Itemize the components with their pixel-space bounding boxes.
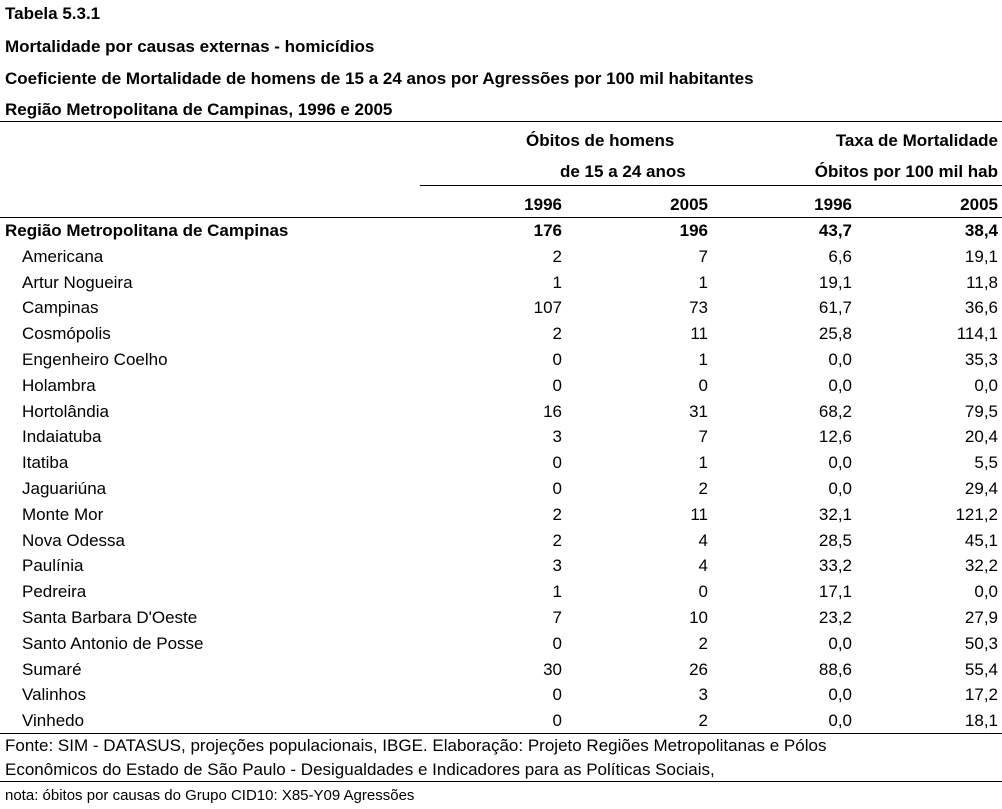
municipality-name: Campinas (22, 298, 99, 317)
rate-1996-cell: 68,2 (818, 402, 852, 421)
deaths-2005-cell: 0 (698, 376, 708, 395)
rate-2005-cell: 20,4 (964, 427, 998, 446)
rate-2005-cell: 0,0 (974, 376, 998, 395)
deaths-1996-cell: 30 (543, 660, 562, 679)
rate-2005-cell: 29,4 (964, 479, 998, 498)
rate-1996-cell: 25,8 (818, 324, 852, 343)
rate-2005-cell: 121,2 (955, 505, 998, 524)
deaths-1996-cell: 3 (552, 556, 562, 575)
municipality-name: Cosmópolis (22, 324, 111, 343)
deaths-1996-cell: 0 (552, 479, 562, 498)
rate-1996-cell: 88,6 (818, 660, 852, 679)
deaths-2005-cell: 31 (689, 402, 708, 421)
deaths-2005-cell: 4 (698, 556, 708, 575)
deaths-1996-cell: 0 (552, 453, 562, 472)
header-deaths-line1: Óbitos de homens (526, 131, 675, 150)
rate-1996-cell: 0,0 (828, 350, 852, 369)
rate-1996-cell: 12,6 (818, 427, 852, 446)
deaths-2005-cell: 7 (698, 247, 708, 266)
municipality-name: Engenheiro Coelho (22, 350, 168, 369)
rate-2005-cell: 17,2 (964, 685, 998, 704)
deaths-2005-cell: 1 (698, 350, 708, 369)
deaths-2005-cell: 10 (689, 608, 708, 627)
deaths-1996-cell: 0 (552, 711, 562, 730)
rate-2005-cell: 55,4 (964, 660, 998, 679)
footnote: nota: óbitos por causas do Grupo CID10: X85-Y09 Agressões (5, 787, 415, 804)
header-rate-line1: Taxa de Mortalidade (835, 131, 998, 150)
municipality-name: Americana (22, 247, 104, 266)
year-header: 2005 (670, 195, 708, 214)
deaths-2005-cell: 73 (689, 298, 708, 317)
deaths-2005-cell: 1 (698, 273, 708, 292)
municipality-name: Valinhos (22, 685, 86, 704)
rate-1996-cell: 0,0 (828, 479, 852, 498)
deaths-1996-cell: 0 (552, 350, 562, 369)
rate-1996-cell: 0,0 (828, 453, 852, 472)
municipality-name: Monte Mor (22, 505, 104, 524)
header-deaths-line2: de 15 a 24 anos (560, 162, 686, 181)
rate-2005-cell: 79,5 (964, 402, 998, 421)
deaths-2005-cell: 2 (698, 479, 708, 498)
municipality-name: Jaguariúna (22, 479, 107, 498)
rate-1996-cell: 17,1 (818, 582, 852, 601)
rate-1996-cell: 28,5 (818, 531, 852, 550)
rate-1996-cell: 33,2 (818, 556, 852, 575)
deaths-2005-cell: 0 (698, 582, 708, 601)
rate-2005-cell: 45,1 (964, 531, 998, 550)
deaths-2005-cell: 2 (698, 711, 708, 730)
region-total-name: Região Metropolitana de Campinas (5, 221, 289, 240)
rate-2005-cell: 19,1 (964, 247, 998, 266)
deaths-2005-cell: 11 (690, 324, 708, 343)
year-header: 1996 (814, 195, 852, 214)
rate-1996-cell: 0,0 (828, 685, 852, 704)
rate-1996-cell: 6,6 (828, 247, 852, 266)
header-group-rule (420, 185, 1002, 186)
rate-1996-cell: 0,0 (828, 376, 852, 395)
municipality-name: Indaiatuba (22, 427, 102, 446)
deaths-2005-cell: 7 (698, 427, 708, 446)
deaths-1996-cell: 176 (533, 221, 562, 240)
top-rule (0, 121, 1002, 122)
deaths-2005-cell: 11 (690, 505, 708, 524)
deaths-1996-cell: 1 (552, 582, 562, 601)
rate-2005-cell: 36,6 (964, 298, 998, 317)
table-description: Coeficiente de Mortalidade de homens de 15 a 24 anos por Agressões por 100 mil habitantes (5, 69, 754, 88)
rate-2005-cell: 35,3 (964, 350, 998, 369)
municipality-name: Hortolândia (22, 402, 109, 421)
year-header: 1996 (524, 195, 562, 214)
municipality-name: Artur Nogueira (22, 273, 133, 292)
deaths-1996-cell: 2 (552, 247, 562, 266)
deaths-1996-cell: 7 (552, 608, 562, 627)
municipality-name: Santa Barbara D'Oeste (22, 608, 198, 627)
deaths-2005-cell: 196 (679, 221, 708, 240)
municipality-name: Itatiba (22, 453, 69, 472)
footer-rule (0, 781, 1002, 782)
municipality-name: Sumaré (22, 660, 82, 679)
municipality-name: Santo Antonio de Posse (22, 634, 204, 653)
rate-2005-cell: 18,1 (964, 711, 998, 730)
municipality-name: Holambra (22, 376, 96, 395)
rate-2005-cell: 32,2 (964, 556, 998, 575)
table-region-period: Região Metropolitana de Campinas, 1996 e 2005 (5, 100, 393, 119)
rate-1996-cell: 32,1 (818, 505, 852, 524)
deaths-1996-cell: 2 (552, 505, 562, 524)
deaths-1996-cell: 107 (533, 298, 562, 317)
source-line-2: Econômicos do Estado de São Paulo - Desigualdades e Indicadores para as Políticas Sociais, (5, 760, 715, 779)
rate-1996-cell: 23,2 (818, 608, 852, 627)
rate-1996-cell: 0,0 (828, 711, 852, 730)
source-line-1: Fonte: SIM - DATASUS, projeções populacionais, IBGE. Elaboração: Projeto Regiões Metropolitanas e Pólos (5, 736, 827, 755)
municipality-name: Paulínia (22, 556, 84, 575)
rate-1996-cell: 61,7 (818, 298, 852, 317)
rate-2005-cell: 5,5 (974, 453, 998, 472)
deaths-1996-cell: 2 (552, 324, 562, 343)
table-subject: Mortalidade por causas externas - homicídios (5, 37, 375, 56)
deaths-1996-cell: 1 (552, 273, 562, 292)
rate-2005-cell: 38,4 (964, 221, 998, 240)
table-bottom-rule (0, 733, 1002, 734)
rate-1996-cell: 19,1 (818, 273, 852, 292)
rate-2005-cell: 50,3 (964, 634, 998, 653)
rate-2005-cell: 27,9 (964, 608, 998, 627)
deaths-2005-cell: 4 (698, 531, 708, 550)
year-header: 2005 (960, 195, 998, 214)
municipality-name: Pedreira (22, 582, 87, 601)
deaths-2005-cell: 26 (689, 660, 708, 679)
rate-2005-cell: 11,8 (966, 273, 998, 292)
municipality-name: Vinhedo (22, 711, 85, 730)
deaths-2005-cell: 2 (698, 634, 708, 653)
rate-2005-cell: 0,0 (974, 582, 998, 601)
municipality-name: Nova Odessa (22, 531, 125, 550)
rate-1996-cell: 0,0 (828, 634, 852, 653)
deaths-1996-cell: 0 (552, 634, 562, 653)
deaths-1996-cell: 0 (552, 685, 562, 704)
deaths-1996-cell: 16 (543, 402, 562, 421)
table-number: Tabela 5.3.1 (5, 4, 101, 23)
deaths-1996-cell: 2 (552, 531, 562, 550)
rate-1996-cell: 43,7 (818, 221, 852, 240)
deaths-2005-cell: 3 (698, 685, 708, 704)
deaths-2005-cell: 1 (698, 453, 708, 472)
header-bottom-rule (0, 217, 1002, 218)
rate-2005-cell: 114,1 (956, 324, 998, 343)
deaths-1996-cell: 3 (552, 427, 562, 446)
deaths-1996-cell: 0 (552, 376, 562, 395)
header-rate-line2: Óbitos por 100 mil hab (814, 162, 998, 181)
